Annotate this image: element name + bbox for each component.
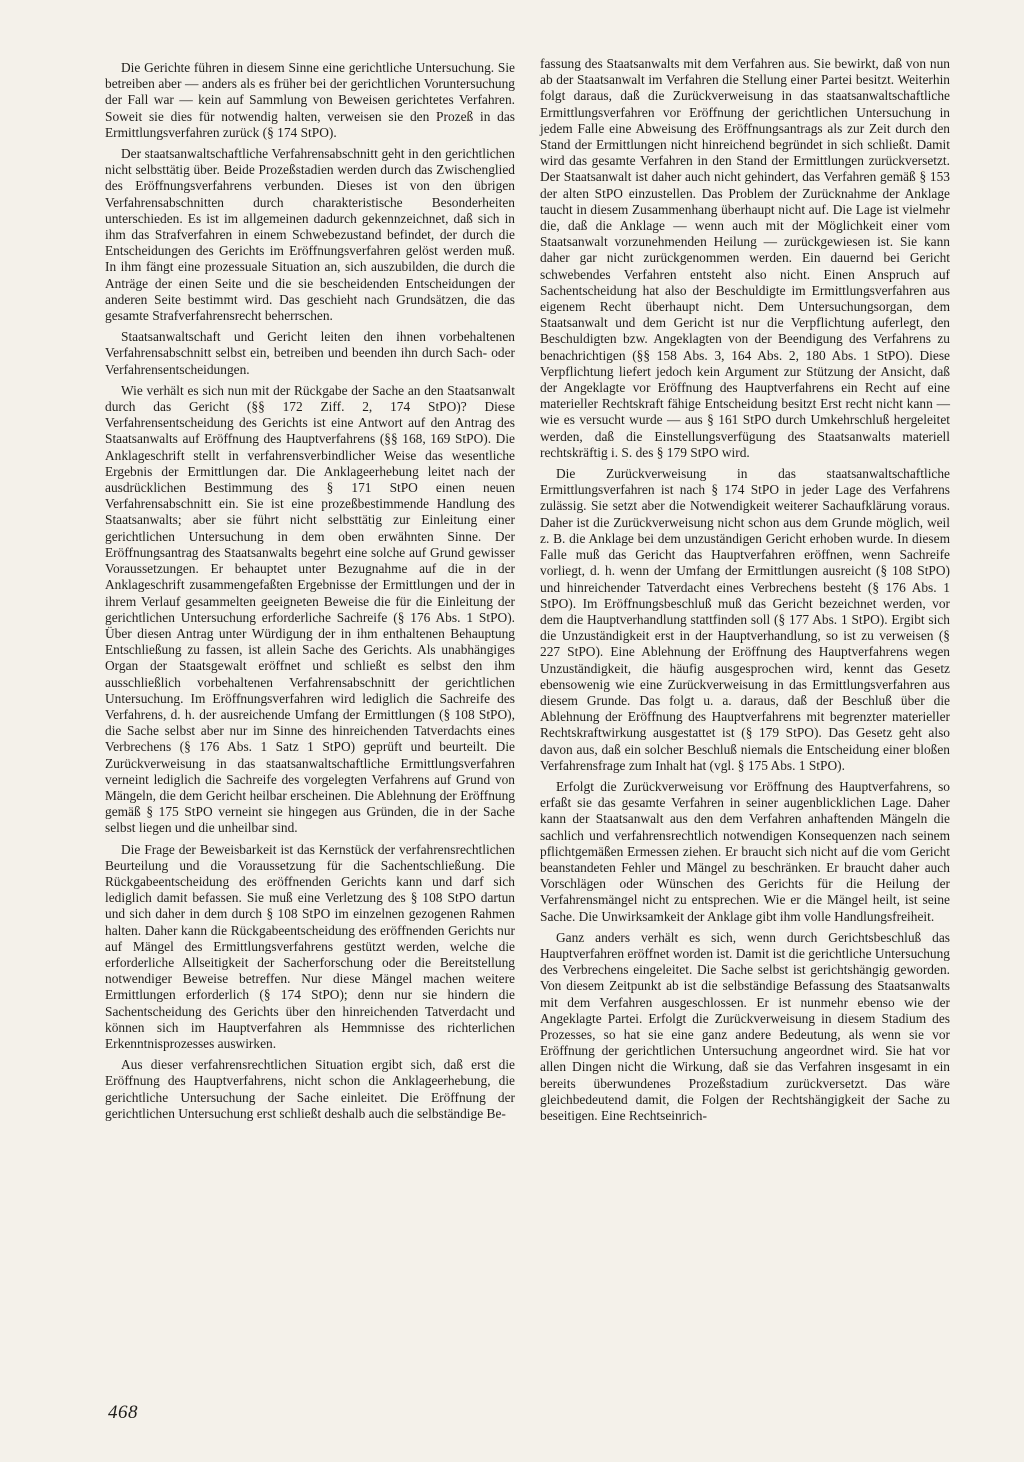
paragraph: Die Gerichte führen in diesem Sinne eine gerichtliche Untersuchung. Sie betreiben aber — anders als es früher bei der gerichtlichen Voruntersuchung der Fall war — kein auf Sammlung von Beweisen gerichtetes Verfahren. Soweit sie dies für notwendig halten, verweisen sie den Prozeß in das Ermittlungsverfahren zurück (§ 174 StPO). [105, 60, 515, 140]
page-number: 468 [108, 1402, 138, 1423]
paragraph: Die Zurückverweisung in das staatsanwaltschaftliche Ermittlungsverfahren ist nach § 174 StPO in jeder Lage des Verfahrens zulässig. Sie setzt aber die Notwendigkeit weiterer Sachaufklärung voraus. Daher ist die Zurückverweisung nicht schon aus dem Grunde möglich, weil z. B. die Anklage bei dem unzuständigen Gericht erhoben wurde. In diesem Falle muß das Gericht das Hauptverfahren eröffnen, wenn Sachreife vorliegt, d. h. wenn der Umfang der Ermittlungen ausreicht (§ 108 StPO) und hinreichender Tatverdacht eines Verbrechens besteht (§ 176 Abs. 1 StPO). Im Eröffnungsbeschluß muß das Gericht bezeichnet werden, vor dem die Hauptverhandlung stattfinden soll (§ 177 Abs. 1 StPO). Ergibt sich die Unzuständigkeit erst in der Hauptverhandlung, so ist zu verweisen (§ 227 StPO). Eine Ablehnung der Eröffnung des Hauptverfahrens wegen Unzuständigkeit, die häufig ausgesprochen wird, kennt das Gesetz ebensowenig wie eine Zurückverweisung in das Ermittlungsverfahren aus diesem Grunde. Das folgt u. a. daraus, daß der Beschluß über die Ablehnung der Eröffnung des Hauptverfahrens mit begrenzter materieller Rechtskraftwirkung ausgestattet ist (§ 179 StPO). Das Gesetz geht also davon aus, daß ein solcher Beschluß niemals die Entscheidung einer bloßen Verfahrensfrage zum Inhalt hat (vgl. § 175 Abs. 1 StPO). [540, 466, 950, 773]
paragraph: Die Frage der Beweisbarkeit ist das Kernstück der verfahrensrechtlichen Beurteilung und die Voraussetzung für die Sachentschließung. Die Rückgabeentscheidung des eröffnenden Gerichts kann und darf sich lediglich damit befassen. Sie muß eine Verletzung des § 108 StPO dartun und sich daher in dem durch § 108 StPO im einzelnen gezogenen Rahmen halten. Daher kann die Rückgabeentscheidung des eröffnenden Gerichts nur auf Mängel des Ermittlungsverfahrens gestützt werden, welche die erforderliche Allseitigkeit der Sacherforschung oder die Bereitstellung notwendiger Beweise betreffen. Nur diese Mängel machen weitere Ermittlungen erforderlich (§ 174 StPO); denn nur sie hindern die Sachentscheidung des Gerichts über den hinreichenden Tatverdacht und können sich im Hauptverfahren als Hemmnisse des richterlichen Erkenntnisprozesses auswirken. [105, 841, 515, 1051]
left-column [105, 60, 515, 1127]
paragraph: Aus dieser verfahrensrechtlichen Situation ergibt sich, daß erst die Eröffnung des Hauptverfahrens, nicht schon die Anklageerhebung, die gerichtliche Untersuchung der Sache einleitet. Die Eröffnung der gerichtlichen Untersuchung erst schließt deshalb auch die selbständige Be- [105, 1057, 515, 1121]
paragraph: Staatsanwaltschaft und Gericht leiten den ihnen vorbehaltenen Verfahrensabschnitt selbst ein, betreiben und beenden ihn durch Sach- oder Verfahrensentscheidungen. [105, 329, 515, 377]
paragraph: Der staatsanwaltschaftliche Verfahrensabschnitt geht in den gerichtlichen nicht selbsttätig über. Beide Prozeßstadien werden durch das Zwischenglied des Eröffnungsverfahrens verbunden. Dieses ist von den übrigen Verfahrensabschnitten durch charakteristische Besonderheiten unterschieden. Es ist im allgemeinen dadurch gekennzeichnet, daß sich in ihm das Strafverfahren in einem Schwebezustand befindet, der durch die Entscheidungen des Gerichts im Eröffnungsverfahren gelöst werden muß. In ihm fängt eine prozessuale Situation an, sich auszubilden, die durch die Anträge der einen Seite und die sie bescheidenden Entscheidungen der anderen Seite bestimmt wird. Das geschieht nach Grundsätzen, die das gesamte Strafverfahrensrecht beherrschen. [105, 146, 515, 324]
paragraph: Ganz anders verhält es sich, wenn durch Gerichtsbeschluß das Hauptverfahren eröffnet worden ist. Damit ist die gerichtliche Untersuchung des Verbrechens eingeleitet. Die Sache selbst ist gerichtshängig geworden. Von diesem Zeitpunkt ab ist die selbständige Befassung des Staatsanwalts mit dem Verfahren ausgeschlossen. Er ist nunmehr ebenso wie der Angeklagte Partei. Erfolgt die Zurückverweisung in diesem Stadium des Prozesses, so hat sie eine ganz andere Bedeutung, als wenn sie vor Eröffnung der gerichtlichen Untersuchung angeordnet wird. Sie hat vor allen Dingen nicht die Wirkung, daß sie das Verfahren insgesamt in ein bereits überwundenes Prozeßstadium zurückversetzt. Das wäre gleichbedeutend damit, die Folgen der Rechtshängigkeit der Sache zu beseitigen. Eine Rechtseinrich- [540, 929, 950, 1123]
paragraph: Wie verhält es sich nun mit der Rückgabe der Sache an den Staatsanwalt durch das Gericht (§§ 172 Ziff. 2, 174 StPO)? Diese Verfahrensentscheidung des Gerichts ist eine Antwort auf den Antrag des Staatsanwalts auf Eröffnung des Hauptverfahrens (§§ 168, 169 StPO). Die Anklageschrift stellt in verfahrensverbindlicher Weise das wesentliche Ergebnis der Ermittlungen dar. Die Anklageerhebung leitet nach der ausdrücklichen Bestimmung des § 171 StPO einen neuen Verfahrensabschnitt ein. Sie ist eine prozeßbestimmende Handlung des Staatsanwalts; aber sie führt nicht selbsttätig zur Einleitung einer gerichtlichen Untersuchung in dem oben erwähnten Sinne. Der Eröffnungsantrag des Staatsanwalts begehrt eine solche auf Grund gewisser Voraussetzungen. Er behauptet unter Bezugnahme auf die in der Anklageschrift zusammengefaßten Ergebnisse der Ermittlungen und der in ihrem Verlauf gesammelten geeigneten Beweise die für die Einleitung der gerichtlichen Untersuchung erforderliche Sachreife (§ 176 Abs. 1 StPO). Über diesen Antrag unter Würdigung der in ihm enthaltenen Behauptung Entschließung zu fassen, ist allein Sache des Gerichts. Als unabhängiges Organ der Staatsgewalt eröffnet und schließt es selbst den ihm ausschließlich vorbehaltenen Verfahrensabschnitt der gerichtlichen Untersuchung. Im Eröffnungsverfahren wird lediglich die Sachreife des Verfahrens, d. h. der ausreichende Umfang der Ermittlungen (§ 108 StPO), die Sache selbst aber nur im Sinne des hinreichenden Tatverdachts eines Verbrechens (§ 176 Abs. 1 Satz 1 StPO) geprüft und beurteilt. Die Zurückverweisung in das staatsanwaltschaftliche Ermittlungsverfahren verneint lediglich die Sachreife des vorgelegten Verfahrens auf Grund von Mängeln, die dem Gericht heilbar erscheinen. Die Ablehnung der Eröffnung gemäß § 175 StPO verneint sie hingegen aus Gründen, die in der Sache selbst liegen und die unheilbar sind. [105, 382, 515, 836]
right-column [540, 56, 950, 1129]
paragraph: Erfolgt die Zurückverweisung vor Eröffnung des Hauptverfahrens, so erfaßt sie das gesamte Verfahren in seiner augenblicklichen Lage. Daher kann der Staatsanwalt aus den dem Verfahren anhaftenden Mängeln die sachlich und verfahrensrechtlich notwendigen Konsequenzen nach seinem pflichtgemäßen Ermessen ziehen. Er braucht sich nicht auf die vom Gericht beanstandeten Fehler und Mängel zu beschränken. Er braucht daher auch Vorschlägen oder Wünschen des Gerichts für die Heilung der Verfahrensmängel nicht zu entsprechen. Wie er die Mängel heilt, ist seine Sache. Die Unwirksamkeit der Anklage gibt ihm volle Handlungsfreiheit. [540, 778, 950, 924]
paragraph: fassung des Staatsanwalts mit dem Verfahren aus. Sie bewirkt, daß von nun ab der Staatsanwalt im Verfahren die Stellung einer Partei besitzt. Weiterhin folgt daraus, daß die Zurückverweisung in das staatsanwaltschaftliche Ermittlungsverfahren vor Eröffnung der gerichtlichen Untersuchung in jedem Falle eine Abweisung des Eröffnungsantrags als zur Zeit durch den Stand der Ermittlungen nicht hinreichend begründet in sich schließt. Damit wird das gesamte Verfahren in den Stand der Ermittlungen zurückversetzt. Der Staatsanwalt ist daher auch nicht gehindert, das Verfahren gemäß § 153 der alten StPO einzustellen. Das Problem der Zurücknahme der Anklage taucht in diesem Zusammenhang überhaupt nicht auf. Die Lage ist vielmehr die, daß die Anklage — wenn auch mit der Möglichkeit einer vom Staatsanwalt vorzunehmenden Heilung — zurückgewiesen ist. Sie kann daher gar nicht zurückgenommen werden. Ein dauernd bei Gericht schwebendes Verfahren entsteht also nicht. Einen Anspruch auf Sachentscheidung hat also der Beschuldigte im Ermittlungsverfahren aus eigenem Recht überhaupt nicht. Dem Untersuchungsorgan, dem Staatsanwalt und dem Gericht ist nur die Verpflichtung auferlegt, den Beschuldigten bzw. Angeklagten von der Beendigung des Verfahrens zu benachrichtigen (§§ 158 Abs. 3, 164 Abs. 2, 180 Abs. 1 StPO). Diese Verpflichtung liefert jedoch kein Argument zur Stützung der Ansicht, daß der Angeklagte vor Eröffnung des Hauptverfahrens ein Recht auf eine materieller Rechtskraft fähige Entscheidung besitzt Erst recht nicht kann — wie es versucht wurde — aus § 161 StPO durch Umkehrschluß hergeleitet werden, daß die Einstellungsverfügung des Staatsanwalts materiell rechtskräftig i. S. des § 179 StPO wird. [540, 56, 950, 460]
